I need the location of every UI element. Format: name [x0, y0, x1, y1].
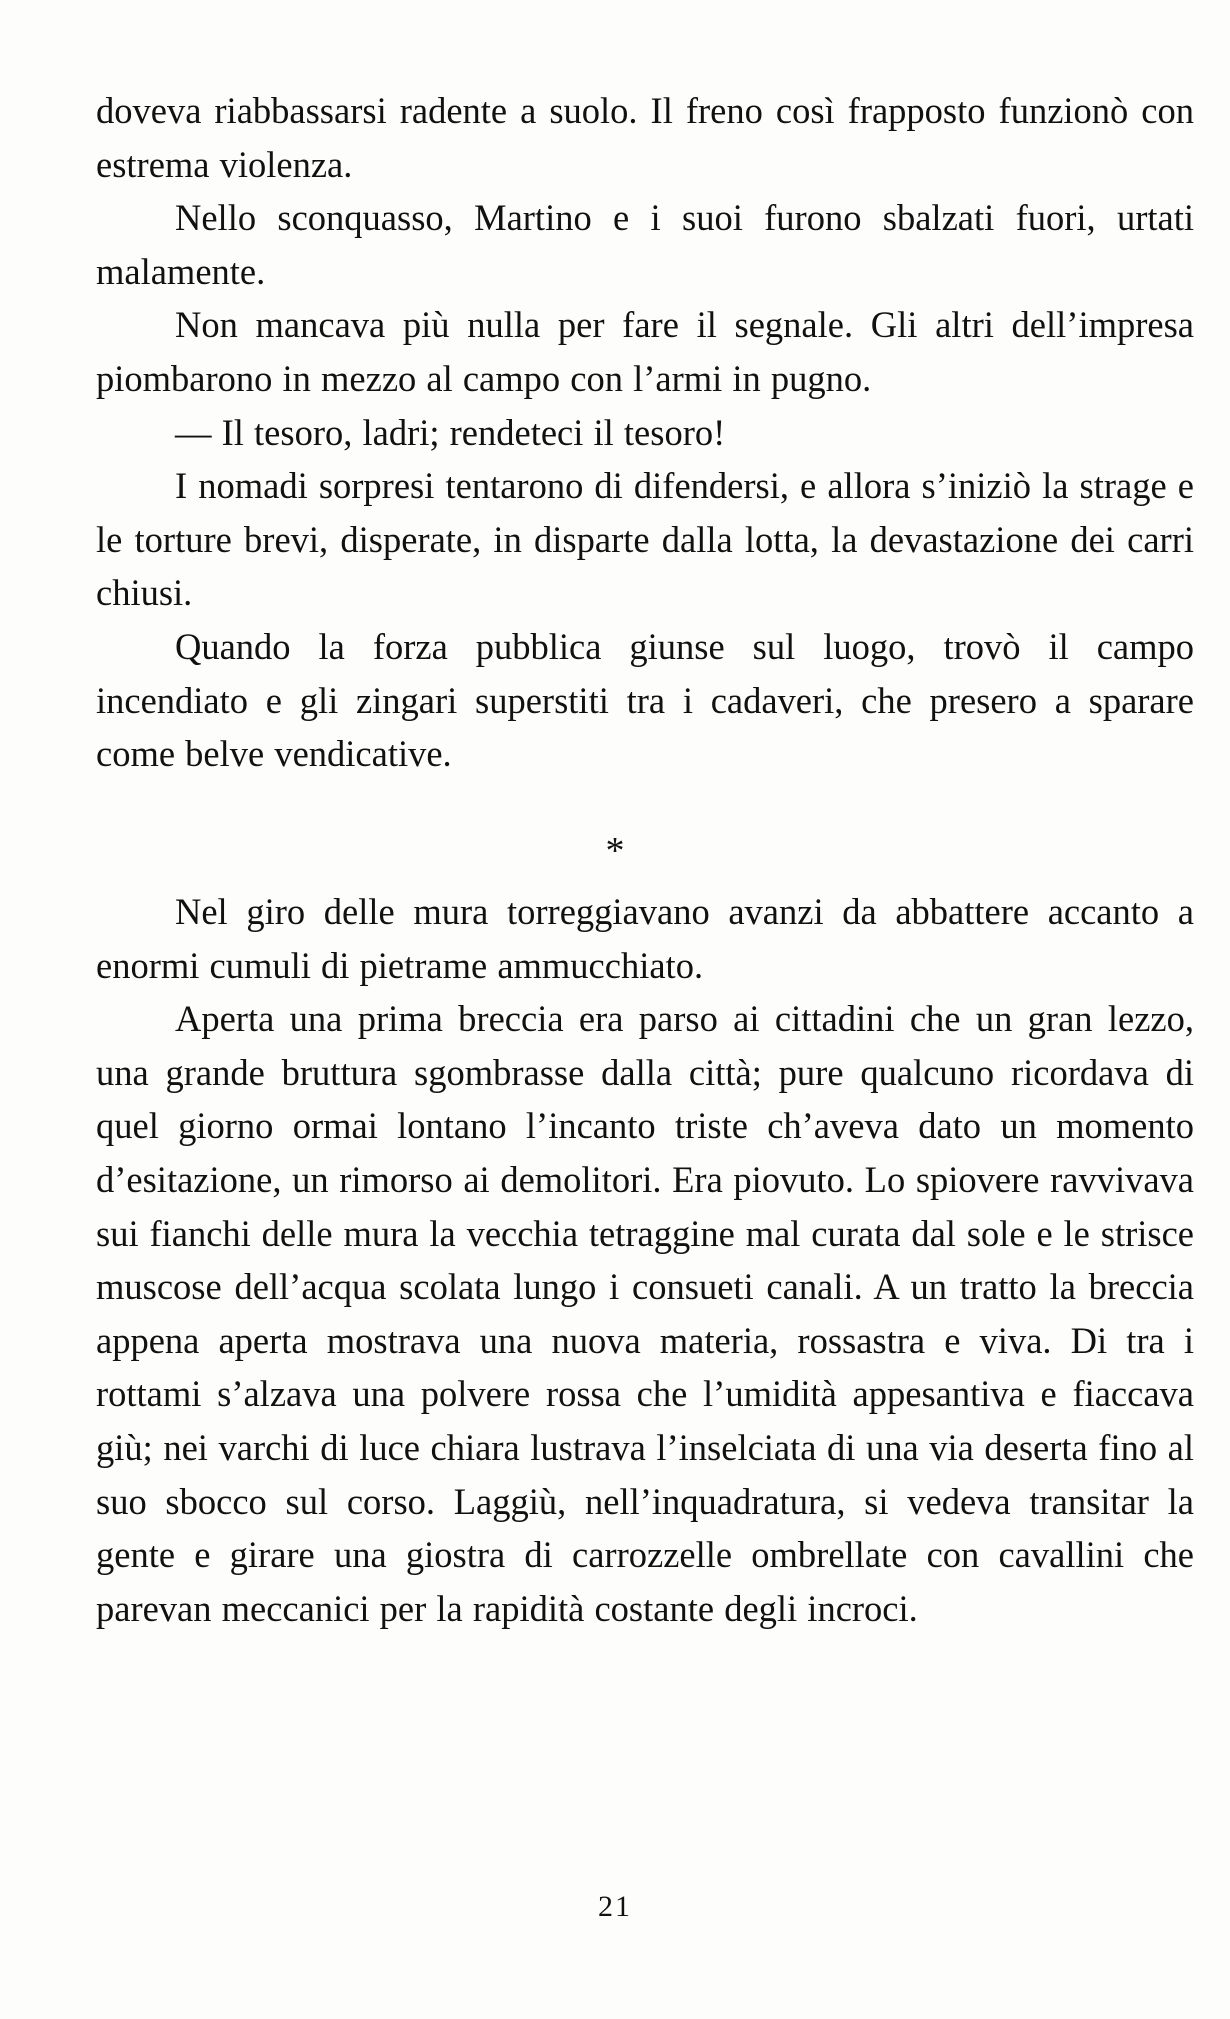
paragraph-5: Quando la forza pubblica giunse sul luogo, trovò il campo incendiato e gli zingari superstiti tra i cadaveri, che presero a sparare come belve vendicative.	[96, 625, 1194, 775]
section-separator-asterisk: *	[605, 830, 625, 872]
page-number: 21	[598, 1890, 632, 1923]
paragraph-4: I nomadi sorpresi tentarono di difendersi, e allora s’iniziò la strage e le torture brevi, disperate, in disparte dalla lotta, la devastazione dei carri chiusi.	[96, 465, 1194, 614]
paragraph-2: Nello sconquasso, Martino e i suoi furono sbalzati fuori, urtati malamente.	[96, 197, 1194, 292]
dialogue-line: — Il tesoro, ladri; rendeteci il tesoro!	[175, 411, 726, 453]
paragraph-6: Nel giro delle mura torreggiavano avanzi da abbattere accanto a enormi cumuli di pietrame ammucchiato.	[96, 891, 1194, 986]
text-section-1	[96, 84, 1194, 781]
paragraph-7: Aperta una prima breccia era parso ai cittadini che un gran lezzo, una grande bruttura sgombrasse dalla città; pure qualcuno ricordava di quel giorno ormai lontano l’incanto triste ch’aveva dato un momento d’esitazione, un rimorso ai demolitori. Era piovuto. Lo spiovere ravvivava sui fianchi delle mura la vecchia tetraggine mal curata dal sole e le strisce muscose dell’acqua scolata lungo i consueti canali. A un tratto la breccia appena aperta mostrava una nuova materia, rossastra e viva. Di tra i rottami s’alzava una polvere rossa che l’umidità appesantiva e fiaccava giù; nei varchi di luce chiara lustrava l’inselciata di una via deserta fino al suo sbocco sul corso. Laggiù, nell’inquadratura, si vedeva transitar la gente e girare una giostra di carrozzelle ombrellate con cavallini che parevan meccanici per la rapidità costante degli incroci.	[96, 998, 1194, 1629]
paragraph-3: Non mancava più nulla per fare il segnale. Gli altri dell’impresa piombarono in mezzo al campo con l’armi in pugno.	[96, 304, 1194, 399]
text-section-2	[96, 885, 1194, 1635]
paragraph-1: doveva riabbassarsi radente a suolo. Il freno così frapposto funzionò con estrema violenza.	[96, 90, 1194, 185]
